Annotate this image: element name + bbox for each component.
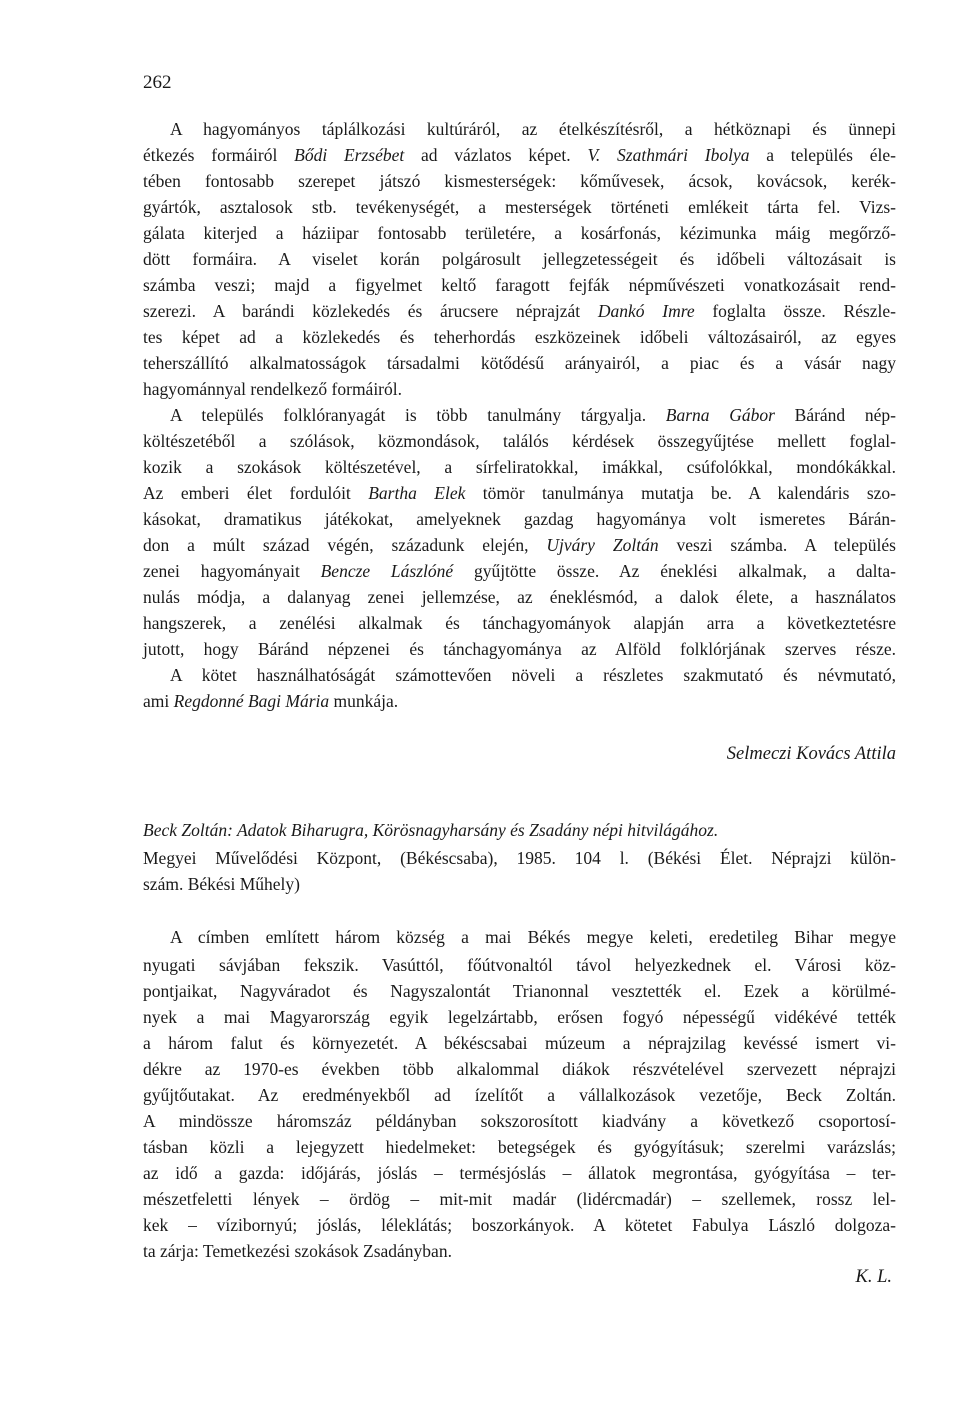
- review2-line: [170, 925, 896, 949]
- text-run: tében fontosabb szerepet játszó kismesterségek: kőművesek, ácsok, kovácsok, kerék-: [143, 171, 896, 191]
- review1-line: [143, 299, 896, 323]
- review1-line: [143, 559, 896, 583]
- text-run: nyugati sávjában fekszik. Vasúttól, főútvonaltól távol helyezkednek el. Városi köz-: [143, 955, 896, 975]
- review1-line: [143, 429, 896, 453]
- text-run: hagyománnyal rendelkező formáiról.: [143, 379, 402, 399]
- review1-line: [143, 585, 896, 609]
- text-run: a település éle-: [749, 145, 896, 165]
- review1-line: [143, 221, 896, 245]
- text-run: jutott, hogy Báránd népzenei és tánchagyománya az Alföld folklórjának szerves része.: [143, 639, 896, 659]
- review2-line: [143, 1135, 896, 1159]
- review2-line: [143, 1083, 896, 1107]
- text-run: pontjaikat, Nagyváradot és Nagyszalontát Trianonnal vesztették el. Ezek a körülmé-: [143, 981, 896, 1001]
- text-run: foglalta össze. Részle-: [694, 301, 896, 321]
- review2-line: [143, 979, 896, 1003]
- page-number: 262: [143, 72, 172, 93]
- text-run: tes képet ad a közlekedés és teherhordás eszközeinek időbeli változásairól, az egyes: [143, 327, 896, 347]
- italic-name: Barna Gábor: [665, 405, 775, 425]
- review1-line: [143, 611, 896, 635]
- review2-line: [143, 872, 300, 896]
- text-run: teherszállító alkalmatosságok társadalmi kötődésű arányairól, a piac és a vásár nagy: [143, 353, 896, 373]
- review2-line: [143, 1005, 896, 1029]
- text-run: tásban közli a lejegyzett hiedelmeket: betegségek és gyógyításuk; szerelmi varázslás;: [143, 1137, 896, 1157]
- text-run: számba veszi; majd a figyelmet keltő faragott fejfák népművészeti vonatkozásait rend-: [143, 275, 896, 295]
- text-run: A hagyományos táplálkozási kultúráról, az ételkészítésről, a hétköznapi és ünnepi: [170, 119, 896, 139]
- text-run: hangszerek, a zenélési alkalmak és tánchagyományok alapján arra a következtetésre: [143, 613, 896, 633]
- text-run: ta zárja: Temetkezési szokások Zsadányban.: [143, 1241, 452, 1261]
- review1-line: [143, 143, 896, 167]
- text-run: munkája.: [329, 691, 399, 711]
- review1-line: [143, 377, 402, 401]
- text-run: nyek a mai Magyarország egyik legelzártabb, erősen fogyó népességű vidékévé tették: [143, 1007, 896, 1027]
- text-run: kozik a szokások költészetével, a sírfeliratokkal, imákkal, csúfolókkal, mondókákkal.: [143, 457, 896, 477]
- review-1-signature: Selmeczi Kovács Attila: [726, 744, 896, 764]
- text-run: Báránd nép-: [774, 405, 896, 425]
- review2-line: [143, 1109, 896, 1133]
- review1-line: [143, 481, 896, 505]
- italic-name: Bődi Erzsébet: [294, 145, 405, 165]
- text-run: a három falut és környezetét. A békéscsabai múzeum a néprajzilag kevéssé ismert vi-: [143, 1033, 896, 1053]
- review2-line: [143, 953, 896, 977]
- text-run: gyűjtötte össze. Az éneklési alkalmak, a dalta-: [453, 561, 896, 581]
- italic-name: Bencze Lászlóné: [320, 561, 454, 581]
- review1-line: [143, 273, 896, 297]
- review1-line: [143, 689, 398, 713]
- review-2-initials: K. L.: [855, 1267, 892, 1287]
- text-run: étkezés formáiról: [143, 145, 295, 165]
- review1-line: [143, 455, 896, 479]
- text-run: az idő a gazda: időjárás, jóslás – termésjóslás – állatok megrontása, gyógyítása – ter-: [143, 1163, 896, 1183]
- text-run: kásokat, dramatikus játékokat, amelyeknek gazdag hagyománya volt ismeretes Bárán-: [143, 509, 896, 529]
- text-run: szerezi. A barándi közlekedés és árucsere néprajzát: [143, 301, 598, 321]
- italic-name: Regdonné Bagi Mária: [173, 691, 330, 711]
- text-run: A címben említett három község a mai Békés megye keleti, eredetileg Bihar megye: [170, 927, 896, 947]
- review2-line: [143, 1161, 896, 1185]
- review1-line: [143, 325, 896, 349]
- text-run: zenei hagyományait: [143, 561, 321, 581]
- text-run: dött formáira. A viselet korán polgárosult jellegzetességeit és időbeli változásait is: [143, 249, 896, 269]
- review2-line: [143, 818, 718, 842]
- review2-line: [143, 1213, 896, 1237]
- italic-name: Dankó Imre: [597, 301, 695, 321]
- text-run: költészetéből a szólások, közmondások, találós kérdések összegyűjtése mellett foglal-: [143, 431, 896, 451]
- text-run: mészetfeletti lények – ördög – mit-mit madár (lidércmadár) – szellemek, rossz lel-: [143, 1189, 896, 1209]
- review1-line: [143, 247, 896, 271]
- text-run: szám. Békési Műhely): [143, 874, 300, 894]
- text-run: dékre az 1970-es években több alkalommal diákok részvételével szervezett néprajzi: [143, 1059, 896, 1079]
- review1-line: [143, 533, 896, 557]
- review1-line: [170, 663, 896, 687]
- review1-line: [143, 637, 896, 661]
- review2-line: [143, 846, 896, 870]
- italic-name: Beck Zoltán: Adatok Biharugra, Körösnagyharsány és Zsadány népi hitvilágához.: [143, 820, 719, 840]
- text-run: ami: [143, 691, 174, 711]
- review1-line: [143, 195, 896, 219]
- review2-line: [143, 1057, 896, 1081]
- text-run: Az emberi élet fordulóit: [143, 483, 369, 503]
- text-run: gyűjtőutakat. Az eredményekből ad ízelítőt a vállalkozások vezetője, Beck Zoltán.: [143, 1085, 896, 1105]
- text-run: ad vázlatos képet.: [404, 145, 588, 165]
- text-run: A mindössze háromszáz példányban sokszorosított kiadvány a következő csoportosí-: [143, 1111, 896, 1131]
- italic-name: V. Szathmári Ibolya: [587, 145, 750, 165]
- review1-line: [170, 117, 896, 141]
- text-run: A kötet használhatóságát számottevően növeli a részletes szakmutató és névmutató,: [170, 665, 896, 685]
- review1-line: [143, 169, 896, 193]
- italic-name: Ujváry Zoltán: [546, 535, 659, 555]
- text-run: A település folklóranyagát is több tanulmány tárgyalja.: [170, 405, 666, 425]
- text-run: kek – vízibornyú; jóslás, léleklátás; boszorkányok. A kötetet Fabulya László dolgoza-: [143, 1215, 896, 1235]
- review1-line: [143, 507, 896, 531]
- review1-line: [143, 351, 896, 375]
- italic-name: Bartha Elek: [368, 483, 466, 503]
- text-run: Megyei Művelődési Központ, (Békéscsaba), 1985. 104 l. (Békési Élet. Néprajzi külön-: [143, 848, 896, 868]
- text-run: nulás módja, a dalanyag zenei jellemzése, az éneklésmód, a dalok élete, a használatos: [143, 587, 896, 607]
- text-run: gyártók, asztalosok stb. tevékenységét, a mesterségek történeti emlékeit tárta fel. Vizs-: [143, 197, 896, 217]
- text-run: veszi számba. A település: [658, 535, 896, 555]
- text-run: tömör tanulmánya mutatja be. A kalendáris szo-: [465, 483, 897, 503]
- review1-line: [170, 403, 896, 427]
- review2-line: [143, 1239, 452, 1263]
- text-run: gálata kiterjed a háziipar fontosabb területére, a kosárfonás, kézimunka máig megőrző-: [143, 223, 896, 243]
- review2-line: [143, 1187, 896, 1211]
- review2-line: [143, 1031, 896, 1055]
- text-run: don a múlt század végén, századunk elején,: [143, 535, 547, 555]
